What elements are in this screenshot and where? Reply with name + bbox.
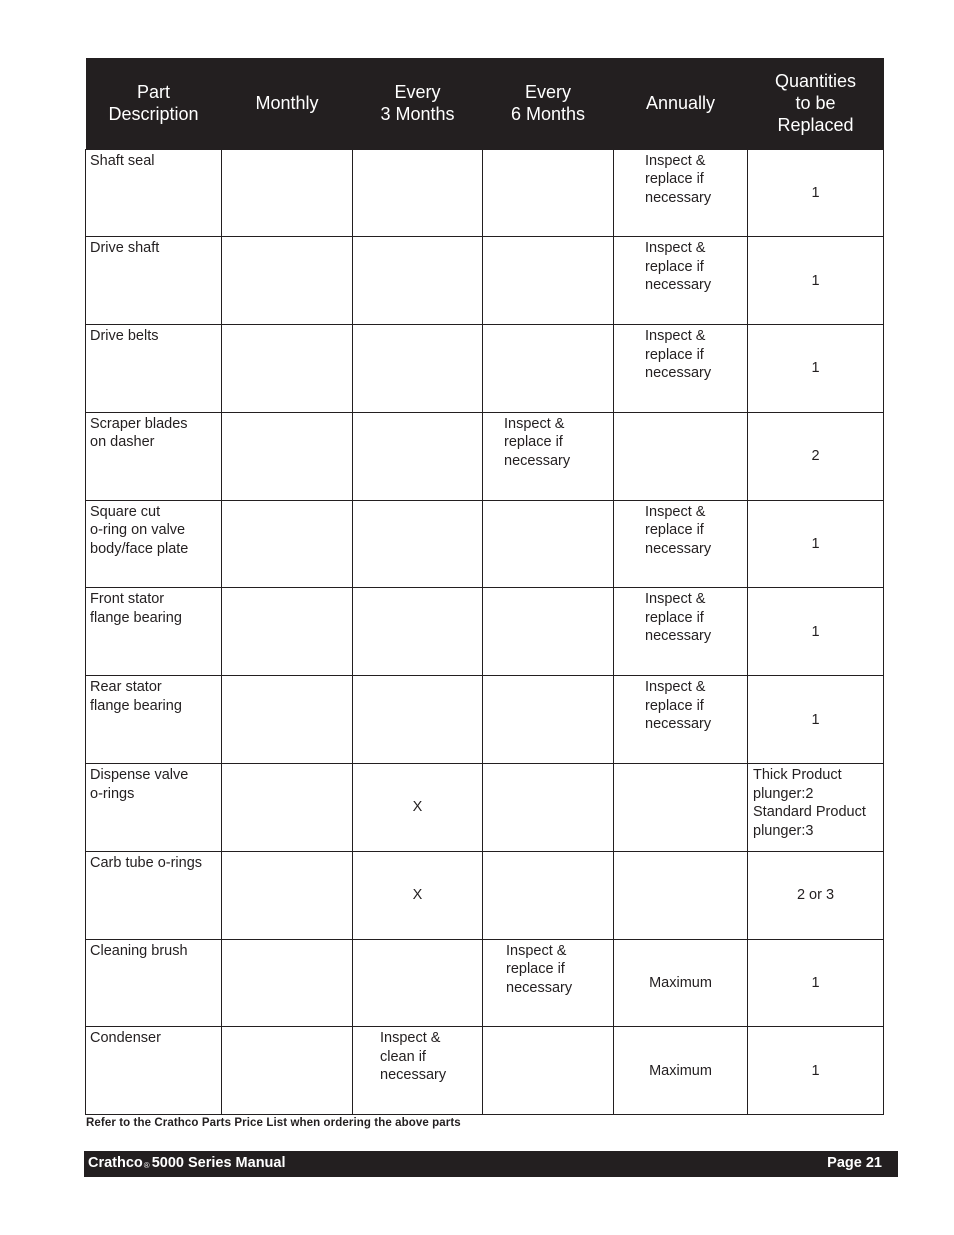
brand-name: Crathco xyxy=(88,1155,143,1171)
cell-every-3-months xyxy=(353,588,483,676)
cell-annually xyxy=(614,939,748,1027)
cell-quantity xyxy=(748,588,884,676)
cell-annually xyxy=(614,588,748,676)
quantity-text: Thick Product plunger:2 Standard Product plunger:3 xyxy=(753,767,866,839)
cell-annually xyxy=(614,851,748,939)
cell-part-description xyxy=(86,676,222,764)
part-description-text: Drive belts xyxy=(90,328,159,345)
annually-text: Inspect & replace if necessary xyxy=(645,503,712,557)
registered-mark: ® xyxy=(143,1161,150,1170)
cell-every-3-months xyxy=(353,412,483,500)
quantity-text: 1 xyxy=(811,623,820,640)
cell-part-description xyxy=(86,412,222,500)
cell-annually xyxy=(614,764,748,852)
cell-quantity xyxy=(748,325,884,413)
part-description-text: Square cut o-ring on valve body/face plate xyxy=(90,503,189,557)
cell-every-6-months xyxy=(483,676,614,764)
parts-footnote: Refer to the Crathco Parts Price List when ordering the above parts xyxy=(86,1117,461,1129)
manual-title xyxy=(88,1155,286,1171)
cell-annually xyxy=(614,676,748,764)
cell-monthly xyxy=(222,149,353,237)
cell-every-6-months xyxy=(483,412,614,500)
cell-part-description xyxy=(86,764,222,852)
cell-quantity xyxy=(748,1027,884,1115)
every-3-months-text: X xyxy=(412,799,423,816)
table-row xyxy=(86,1027,884,1115)
quantity-text: 1 xyxy=(811,974,820,991)
cell-monthly xyxy=(222,588,353,676)
cell-annually xyxy=(614,412,748,500)
cell-every-6-months xyxy=(483,939,614,1027)
cell-monthly xyxy=(222,851,353,939)
cell-every-6-months xyxy=(483,500,614,588)
table-row xyxy=(86,149,884,237)
cell-annually xyxy=(614,1027,748,1115)
cell-every-3-months xyxy=(353,237,483,325)
cell-part-description xyxy=(86,325,222,413)
table-row xyxy=(86,588,884,676)
cell-part-description xyxy=(86,588,222,676)
header-every-6-months: Every 6 Months xyxy=(483,58,614,149)
cell-part-description xyxy=(86,500,222,588)
quantity-text: 2 xyxy=(811,448,820,465)
cell-quantity xyxy=(748,500,884,588)
cell-every-6-months xyxy=(483,588,614,676)
cell-every-6-months xyxy=(483,325,614,413)
page-number: Page 21 xyxy=(827,1155,882,1171)
header-part-description: Part Description xyxy=(86,58,222,149)
cell-monthly xyxy=(222,676,353,764)
quantity-text: 1 xyxy=(811,711,820,728)
cell-quantity xyxy=(748,764,884,852)
table-row xyxy=(86,412,884,500)
table-row xyxy=(86,676,884,764)
cell-monthly xyxy=(222,237,353,325)
cell-quantity xyxy=(748,851,884,939)
table-body xyxy=(86,149,884,1115)
cell-every-6-months xyxy=(483,764,614,852)
cell-monthly xyxy=(222,939,353,1027)
part-description-text: Cleaning brush xyxy=(90,942,188,959)
cell-every-3-months xyxy=(353,325,483,413)
quantity-text: 1 xyxy=(811,535,820,552)
cell-every-6-months xyxy=(483,1027,614,1115)
cell-every-3-months xyxy=(353,939,483,1027)
cell-part-description xyxy=(86,851,222,939)
cell-quantity xyxy=(748,237,884,325)
table-row xyxy=(86,851,884,939)
maintenance-schedule-table xyxy=(85,58,884,1115)
header-every-3-months: Every 3 Months xyxy=(353,58,483,149)
cell-every-3-months xyxy=(353,764,483,852)
table-row xyxy=(86,325,884,413)
table-row xyxy=(86,500,884,588)
table-row xyxy=(86,939,884,1027)
annually-text: Maximum xyxy=(649,1062,712,1079)
cell-annually xyxy=(614,149,748,237)
part-description-text: Drive shaft xyxy=(90,240,160,257)
cell-monthly xyxy=(222,325,353,413)
cell-monthly xyxy=(222,500,353,588)
cell-part-description xyxy=(86,939,222,1027)
cell-every-3-months xyxy=(353,851,483,939)
cell-every-3-months xyxy=(353,149,483,237)
manual-name: 5000 Series Manual xyxy=(151,1155,286,1171)
cell-monthly xyxy=(222,764,353,852)
quantity-text: 1 xyxy=(811,1062,820,1079)
annually-text: Inspect & replace if necessary xyxy=(645,240,712,294)
part-description-text: Shaft seal xyxy=(90,152,155,169)
every-6-months-text: Inspect & replace if necessary xyxy=(506,942,573,996)
header-annually: Annually xyxy=(614,58,748,149)
quantity-text: 1 xyxy=(811,272,820,289)
every-3-months-text: X xyxy=(412,887,423,904)
cell-every-3-months xyxy=(353,500,483,588)
part-description-text: Scraper blades on dasher xyxy=(90,415,188,451)
cell-quantity xyxy=(748,676,884,764)
table-header-row xyxy=(86,58,884,149)
part-description-text: Dispense valve o-rings xyxy=(90,767,189,802)
cell-every-6-months xyxy=(483,149,614,237)
cell-monthly xyxy=(222,412,353,500)
cell-annually xyxy=(614,237,748,325)
every-6-months-text: Inspect & replace if necessary xyxy=(504,415,571,469)
cell-part-description xyxy=(86,237,222,325)
part-description-text: Condenser xyxy=(90,1030,161,1047)
part-description-text: Front stator flange bearing xyxy=(90,591,182,626)
header-monthly: Monthly xyxy=(222,58,353,149)
cell-every-3-months xyxy=(353,676,483,764)
cell-every-6-months xyxy=(483,237,614,325)
cell-every-6-months xyxy=(483,851,614,939)
cell-part-description xyxy=(86,1027,222,1115)
table-row xyxy=(86,764,884,852)
cell-every-3-months xyxy=(353,1027,483,1115)
annually-text: Inspect & replace if necessary xyxy=(645,679,712,733)
part-description-text: Carb tube o-rings xyxy=(90,854,203,871)
part-description-text: Rear stator flange bearing xyxy=(90,679,182,714)
page-footer xyxy=(84,1151,898,1177)
quantity-text: 1 xyxy=(811,360,820,377)
header-quantities: Quantities to be Replaced xyxy=(748,58,884,149)
cell-part-description xyxy=(86,149,222,237)
quantity-text: 2 or 3 xyxy=(796,887,835,904)
quantity-text: 1 xyxy=(811,184,820,201)
cell-quantity xyxy=(748,939,884,1027)
cell-annually xyxy=(614,325,748,413)
cell-quantity xyxy=(748,149,884,237)
cell-monthly xyxy=(222,1027,353,1115)
cell-quantity xyxy=(748,412,884,500)
annually-text: Maximum xyxy=(649,974,712,991)
annually-text: Inspect & replace if necessary xyxy=(645,328,712,382)
every-3-months-text: Inspect & clean if necessary xyxy=(380,1030,447,1084)
table-row xyxy=(86,237,884,325)
annually-text: Inspect & replace if necessary xyxy=(645,152,712,206)
cell-annually xyxy=(614,500,748,588)
annually-text: Inspect & replace if necessary xyxy=(645,591,712,645)
